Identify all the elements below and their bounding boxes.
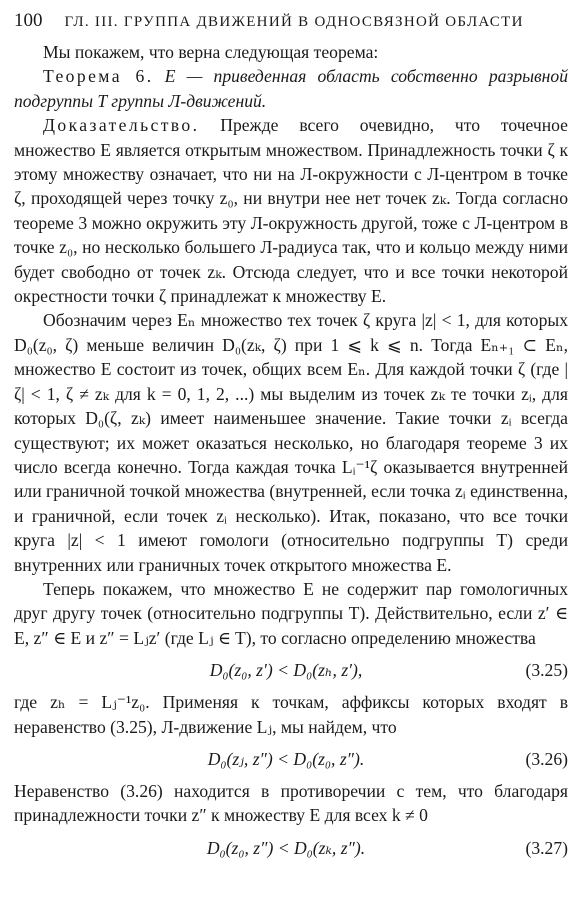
theorem-6 (14, 64, 568, 113)
equation-number: (3.26) (525, 748, 568, 769)
theorem-text: E — приведенная область собственно разрывной подгруппы T группы Л-движений. (14, 66, 568, 111)
proof-text: Прежде всего очевидно, что точечное множество E является открытым множеством. Принадлежность точки ζ к этому множеству означает, что ни на Л-окружности с Л-центром в точке ζ, проходящей через точку z₀, ни внутри нее нет точек zₖ. Тогда согласно теореме 3 можно окружить эту Л-окружность другой, тоже с Л-центром в точке z₀, но несколько большего Л-радиуса так, что и кольцо между ними будет свободно от точек zₖ. Отсюда следует, что и все точки некоторой окрестности точки ζ принадлежат к множеству E. (14, 115, 568, 307)
equation-3-26 (14, 744, 568, 774)
page-number: 100 (14, 10, 43, 31)
equation-number: (3.27) (525, 837, 568, 858)
intro-paragraph: Мы покажем, что верна следующая теорема: (43, 42, 379, 62)
equation-formula: D₀(zⱼ, z″) < D₀(z₀, z″). (207, 748, 365, 769)
running-title: ГЛ. III. ГРУППА ДВИЖЕНИЙ В ОДНОСВЯЗНОЙ ОБЛАСТИ (64, 14, 524, 30)
paragraph-contradiction: Неравенство (3.26) находится в противоречии с тем, что благодаря принадлежности точки z″ к множеству E для всех k ≠ 0 (14, 780, 568, 826)
equation-3-27 (14, 833, 568, 863)
equation-formula: D₀(z₀, z″) < D₀(zₖ, z″). (206, 837, 366, 858)
proof-paragraph (14, 113, 568, 308)
equation-3-25 (14, 655, 568, 685)
equation-number: (3.25) (525, 659, 568, 680)
paragraph-en-sets: Обозначим через Eₙ множество тех точек ζ круга |z| < 1, для которых D₀(z₀, ζ) меньше величин D₀(zₖ, ζ) при 1 ⩽ k ⩽ n. Тогда Eₙ₊₁ ⊂ Eₙ, множество E состоит из точек, общих всем Eₙ. Для каждой точки ζ (где |ζ| < 1, ζ ≠ zₖ для k = 0, 1, 2, ...) мы выделим из точек zₖ те точки zᵢ, для которых D₀(ζ, zₖ) имеет наименьшее значение. Такие точки zᵢ всегда существуют; их может оказаться несколько, но благодаря теореме 3 их число всегда конечно. Тогда каждая точка Lᵢ⁻¹ζ оказывается внутренней или граничной точкой множества (внутренней, если точка zᵢ единственна, и граничной, если точек zᵢ несколько). Итак, показано, что все точки круга |z| < 1 имеют гомологи (относительно подгруппы T) среди внутренних или граничных точек открытого множества E. (14, 310, 568, 575)
paragraph-apply-motion: где zₕ = Lⱼ⁻¹z₀. Применяя к точкам, аффиксы которых входят в неравенство (3.25), Л-движение Lⱼ, мы найдем, что (14, 692, 568, 737)
proof-label: Доказательство. (43, 115, 200, 136)
theorem-label: Теорема 6. (43, 66, 154, 87)
page-header (14, 10, 564, 36)
paragraph-no-homologous: Теперь покажем, что множество E не содержит пар гомологичных друг другу точек (относительно подгруппы T). Действительно, если z′ ∈ E, z″ ∈ E и z″ = Lⱼz′ (где Lⱼ ∈ T), то согласно определению множества (14, 578, 568, 648)
equation-formula: D₀(z₀, z′) < D₀(zₕ, z′), (209, 659, 363, 680)
page-body (14, 40, 568, 868)
